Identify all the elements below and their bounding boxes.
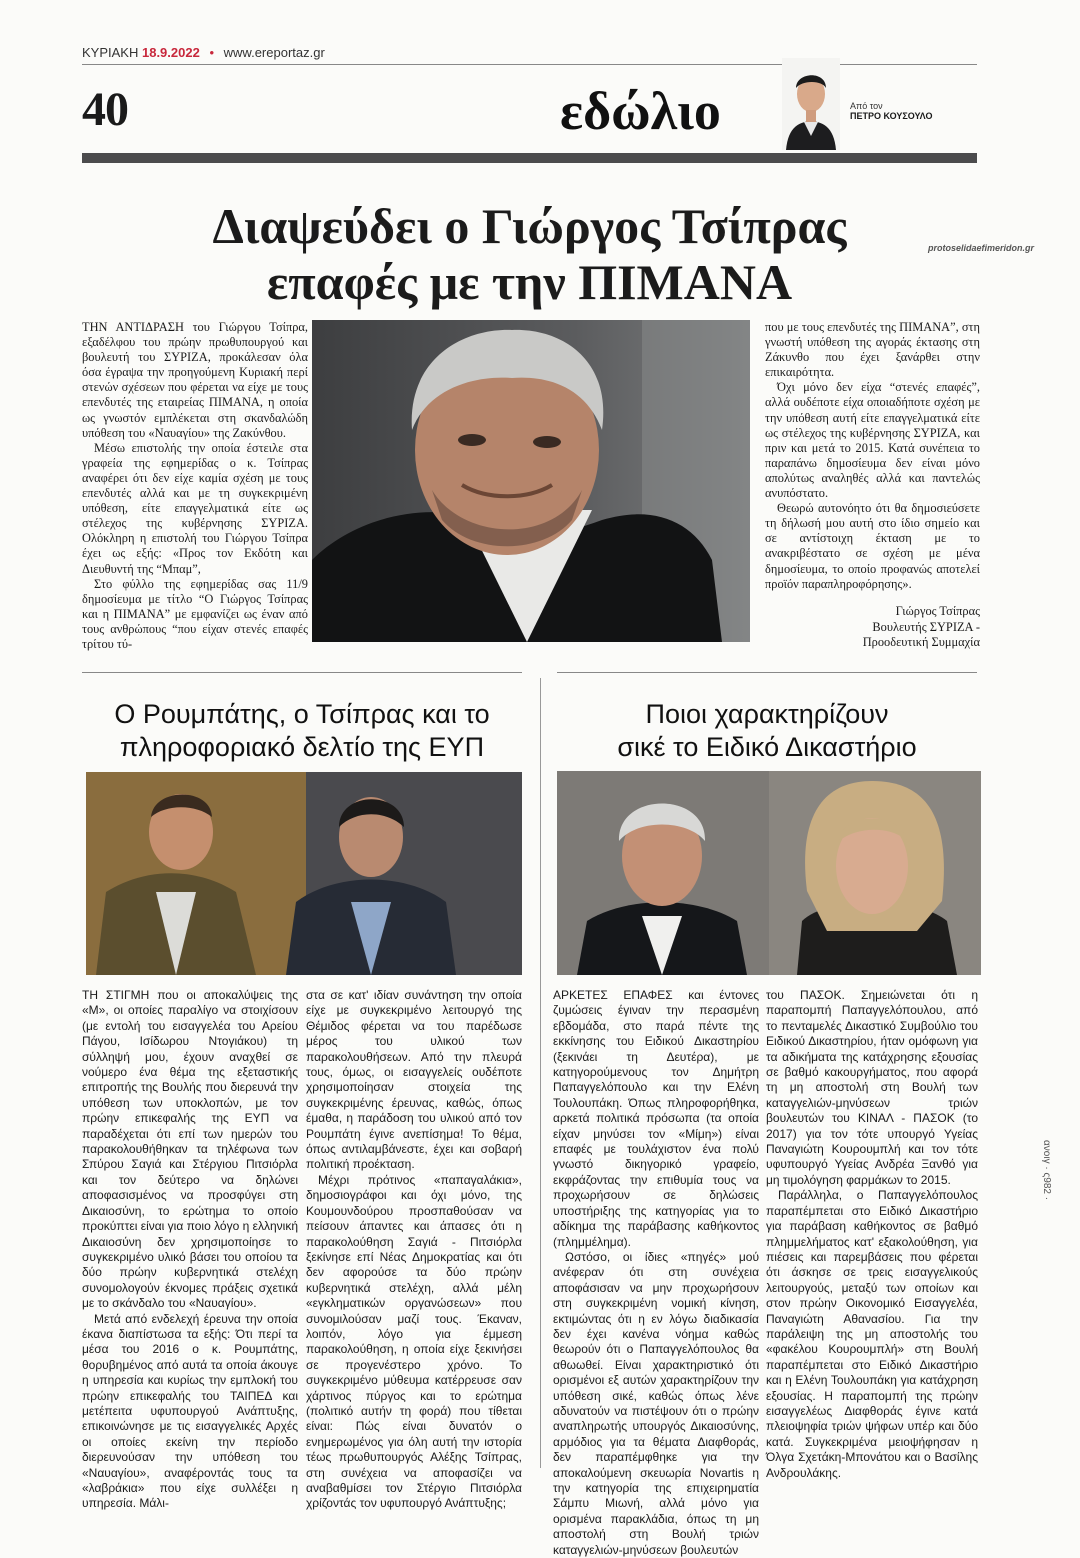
paragraph: Ωστόσο, οι ίδιες «πηγές» μού ανέφεραν ότι στη συνέχεια αποφάσισαν να μην προχωρήσουν στη συγκεκριμένη νομική κίνηση, εκτιμώντας ότι η εν λόγω διαδικασία δεν έχει κανένα νόημα καθώς θεωρούν ότι ο Παπαγγελόπουλος θα αθωωθεί. Είναι χαρακτηριστικό ότι ορισμένοι εξ αυτών χαρακτηρίζουν την υπόθεση σικέ, καθώς όπως λένε αδυνατούν να πιστέψουν ότι ο πρώην αναπληρωτής υπουργός Δικαιοσύνης, αρμόδιος για τα θέματα Διαφθοράς, δεν παραπέμφθηκε για την αποκαλούμενη σκευωρία Novartis η την κατηγορία της επιχειρηματία Σάμπυ Μιωνή, αλλά μόνο για ορισμένα παρακλάδια, όπως τη μη αποστολή στη Βουλή τριών καταγγελιών-μηνύσεων βουλευτών	[553, 1249, 759, 1557]
main-article-column-3	[765, 320, 980, 592]
byline-name: ΠΕΤΡΟ ΚΟΥΣΟΥΛΟ	[850, 111, 933, 121]
paragraph: Μέσω επιστολής την οποία έστειλε στα γραφεία της εφημερίδας ο κ. Τσίπρας αναφέρει ότι δεν είχε καμία σχέση με τους επενδυτές αλλά και με τη συγκεκριμένη υπόθεση, είτε επαγγελματικά είτε ως στέλεχος της κυβέρνησης ΣΥΡΙΖΑ. Ολόκληρη η επιστολή του Γιώργου Τσίπρα έχει ως εξής: «Προς τον Εκδότη και Διευθυντή της “Μπαμ”,	[82, 440, 308, 576]
edge-scrap-text: ανοιγ · ς982 ·	[1041, 1140, 1052, 1201]
column-divider	[540, 678, 541, 1468]
paragraph: ΤΗΝ ΑΝΤΙΔΡΑΣΗ του Γιώργου Τσίπρα, εξαδέλφου του πρώην πρωθυπουργού και βουλευτή του ΣΥΡΙΖΑ, προκάλεσαν όλα όσα έγραψα την προηγούμενη Κυριακή περί στενών σχέσεων που φέρεται να είχε με τους επενδυτές της εταιρείας ΠΙΜΑΝΑ, η οποία ως γνωστόν εμπλέκεται στη σκανδαλώδη υπόθεση του «Ναυαγίου» της Ζακύνθου.	[82, 320, 308, 440]
byline-label: Από τον	[850, 101, 883, 111]
separator-dot: •	[209, 45, 215, 60]
main-headline-line1: Διαψεύδει ο Γιώργος Τσίπρας	[212, 198, 847, 254]
main-headline	[82, 198, 977, 310]
watermark: protoselidaefimeridon.gr	[928, 243, 1035, 253]
author-photo	[782, 58, 840, 150]
section-bar	[82, 153, 977, 163]
site-url: www.ereportaz.gr	[223, 45, 325, 60]
paragraph: Όχι μόνο δεν είχα “στενές επαφές”, αλλά ουδέποτε είχα οποιαδήποτε σχέση με την υπόθεση αυτή είτε επαγγελματικά είτε ως στέλεχος της κυβέρνησης ΣΥΡΙΖΑ, και πριν και μετά το 2015. Κατά συνέπεια το παραπάνω δημοσίευμα δεν είναι μόνο απολύτως αναληθές αλλά και παντελώς ανυπόστατο.	[765, 380, 980, 501]
left-article-photo	[86, 772, 522, 975]
left-article-headline	[82, 698, 522, 764]
paragraph: ΑΡΚΕΤΕΣ ΕΠΑΦΕΣ και έντονες ζυμώσεις έγιναν την περασμένη εβδομάδα, στο παρά πέντε της εκκίνησης του Ειδικού Δικαστηρίου (ξεκινάει τη Δευτέρα), με κατηγορούμενους τον Δημήτρη Παπαγγελόπουλο και την Ελένη Τουλουπάκη. Όπως πληροφορήθηκα, αρκετά πολιτικά πρόσωπα (τα οποία είχαν μηνύσει τον «Μίμη») είναι επαφές με τουλάχιστον ένα πολύ γνωστό δικηγορικό γραφείο, εκφράζοντας την επιθυμία τους να προχωρήσουν σε δηλώσεις υποστήριξης της κατηγορίας για το αδίκημα της παράβασης καθήκοντος (πλημμέλημα).	[553, 988, 759, 1249]
right-article-column-1	[553, 988, 759, 1558]
paragraph: Στο φύλλο της εφημερίδας σας 11/9 δημοσίευμα με τίτλο “Ο Γιώργος Τσίπρας και η ΠΙΜΑΝΑ” με εμφανίζει ως έναν από τους ανθρώπους “που είχαν στενές επαφές τρίτου τύ-	[82, 576, 308, 651]
paragraph: του ΠΑΣΟΚ. Σημειώνεται ότι η παραπομπή Παπαγγελόπουλου, από το πενταμελές Δικαστικό Συμβούλιο του Ειδικού Δικαστηρίου, ήταν ομόφωνη για τα αδικήματα της κατάχρησης εξουσίας σε βαθμό κακουργήματος, που αφορά τη μη αποστολή στη Βουλή των καταγγελιών-μηνύσεων τριών βουλευτών του ΚΙΝΑΛ - ΠΑΣΟΚ (το 2017) για τον τότε υπουργό Υγείας Παναγιώτη Κουρουμπλή και τον τότε υφυπουργό Υγείας Ανδρέα Ξανθό για μη τιμολόγηση φαρμάκων το 2015.	[766, 988, 978, 1187]
paragraph: στα σε κατ' ιδίαν συνάντηση την οποία είχε με συγκεκριμένο λειτουργό της Θέμιδος φέρεται να του παρέδωσε μέρος του υλικού των παρακολουθήσεων. Από την πλευρά τους, όμως, οι εισαγγελείς ουδέποτε χρησιμοποίησαν στοιχεία της συγκεκριμένης έρευνας, καθώς, όπως έμαθα, η παράδοση του υλικού από τον Ρουμπάτη έγινε ανεπίσημα! Το θέμα, όπως αντιλαμβάνεστε, έχει και σοβαρή πολιτική προέκταση.	[306, 988, 522, 1172]
paragraph: Μέχρι πρότινος «παπαγαλάκια», δημοσιογράφοι και όχι μόνο, της Κουμουνδούρου προσπαθούσαν να πείσουν άπαντες και άπασες ότι η παρακολούθηση Σαγιά - Πιτσιόρλα ξεκίνησε επί Νέας Δημοκρατίας και ότι δεν αφορούσε τα δύο πρώην κυβερνητικά στελέχη, αλλά μέλη «εγκληματικών οργανώσεων» που συνομιλούσαν μαζί τους. Έκαναν, λοιπόν, λόγο για έμμεση παρακολούθηση, η οποία είχε ξεκινήσει σε προγενέστερο χρόνο. Το συγκεκριμένο μύθευμα κατέρρευσε σαν χάρτινος πύργος και το ερώτημα (πολιτικό αυτήν τη φορά) που τίθεται είναι: Πώς είναι δυνατόν ο ενημερωμένος για όλη αυτή την ιστορία τέως πρωθυπουργός Αλέξης Τσίπρας, στη συνέχεια να αποφασίζει να αναβαθμίσει τον Στέργιο Πιτσιόρλα χρίζοντάς τον υφυπουργό Ανάπτυξης;	[306, 1172, 522, 1511]
main-article-column-1	[82, 320, 308, 652]
right-article-photo	[557, 771, 981, 975]
paragraph: Θεωρώ αυτονόητο ότι θα δημοσιεύσετε τη δήλωσή μου αυτή στο ίδιο σημείο και σε αντίστοιχη έκταση με το ανακριβέστατο σε σχέση με μένα δημοσίευμα, το οποίο προφανώς αποτελεί προϊόν παραπληροφόρησης».	[765, 501, 980, 591]
page-number: 40	[82, 83, 128, 136]
left-headline-line2: πληροφοριακό δελτίο της ΕΥΠ	[119, 732, 485, 762]
letter-signature	[765, 604, 980, 651]
right-article-column-2	[766, 988, 978, 1481]
main-headline-line2: επαφές με την ΠΙΜΑΝΑ	[266, 254, 793, 310]
divider	[82, 672, 522, 673]
right-headline-line1: Ποιοι χαρακτηρίζουν	[645, 699, 889, 729]
paragraph: που με τους επενδυτές της ΠΙΜΑΝΑ”, στη γνωστή υπόθεση της αγοράς έκτασης στη Ζάκυνθο που έχει ξανάρθει στην επικαιρότητα.	[765, 320, 980, 380]
signature-party: Προοδευτική Συμμαχία	[862, 635, 980, 649]
right-article-headline	[557, 698, 977, 764]
signature-name: Γιώργος Τσίπρας	[895, 604, 980, 618]
issue-dateline	[82, 45, 325, 60]
paragraph: Μετά από ενδελεχή έρευνα την οποία έκανα διαπίστωσα τα εξής: Ότι περί τα μέσα του 2016 ο κ. Ρουμπάτης, θορυβημένος από αυτά τα οποία άκουγε η υπηρεσία και κυρίως την εμπλοκή του πρώην επικεφαλής του ΤΑΙΠΕΔ και μετέπειτα υφυπουργού Ανάπτυξης, επικοινώνησε με τις εισαγγελικές Αρχές οι οποίες εκείνη την περίοδο διερευνούσαν την υπόθεση του «Ναυαγίου», αναφέροντάς τους τα «λαβράκια» που είχε συλλέξει η υπηρεσία. Μάλι-	[82, 1311, 298, 1511]
issue-day: ΚΥΡΙΑΚΗ	[82, 45, 139, 60]
main-article-photo	[312, 320, 750, 642]
right-headline-line2: σικέ το Ειδικό Δικαστήριο	[617, 732, 917, 762]
divider	[557, 672, 977, 673]
left-article-column-1	[82, 988, 298, 1512]
top-rule	[82, 64, 977, 65]
paragraph: ΤΗ ΣΤΙΓΜΗ που οι αποκαλύψεις της «Μ», οι οποίες παραλίγο να στοιχίσουν (με εντολή του εισαγγελέα του Αρείου Πάγου, Ισίδωρου Ντογιάκου) τη σύλληψή μου, έχουν αναχθεί σε νούμερο ένα θέμα της εξεταστικής επιτροπής της Βουλής που διερευνά την υπόθεση των υποκλοπών, με τον πρώην επικεφαλής της ΕΥΠ να παραδέχεται ότι επί των ημερών του παρακολουθήθηκαν τα τηλέφωνα των Σπύρου Σαγιά και Στέργιου Πιτσιόρλα και τον δεύτερο να δηλώνει αποφασισμένος να προσφύγει στη Δικαιοσύνη, το ερώτημα το οποίο προκύπτει είναι για ποιο λόγο η ελληνική Δικαιοσύνη δεν χρησιμοποίησε το συγκεκριμένο υλικό βάσει του οποίου τα δύο πρώην κυβερνητικά στελέχη συνομολογούν έκνομες πράξεις σχετικά με το σκάνδαλο του «Ναυαγίου».	[82, 988, 298, 1311]
signature-role: Βουλευτής ΣΥΡΙΖΑ -	[872, 619, 980, 634]
left-headline-line1: Ο Ρουμπάτης, ο Τσίπρας και το	[114, 699, 490, 729]
issue-date: 18.9.2022	[141, 45, 200, 60]
paragraph: Παράλληλα, ο Παπαγγελόπουλος παραπέμπεται στο Ειδικό Δικαστήριο για παράβαση καθήκοντος σε βαθμό πλημμελήματος κατ' εξακολούθηση, για πιέσεις και παρεμβάσεις που φέρεται ότι άσκησε σε τρεις εισαγγελικούς λειτουργούς, μεταξύ των οποίων και στον πρώην Οικονομικό Εισαγγελέα, Παναγιώτη Αθανασίου. Για την παράλειψη της μη αποστολής του «φακέλου Κουρουμπλή» στη Βουλή παραπέμπεται στο Ειδικό Δικαστήριο και η Ελένη Τουλουπάκη για κατάχρηση εξουσίας. Η παραπομπή της πρώην εισαγγελέως Διαφθοράς έγινε κατά πλειοψηφία τριών ψήφων υπέρ και δύο κατά. Συγκεκριμένα μειοψήφησαν η Όλγα Σχετάκη-Μπονάτου και ο Βασίλης Ανδρουλάκης.	[766, 1188, 978, 1480]
section-title: εδώλιο	[560, 81, 721, 141]
left-article-column-2	[306, 988, 522, 1512]
